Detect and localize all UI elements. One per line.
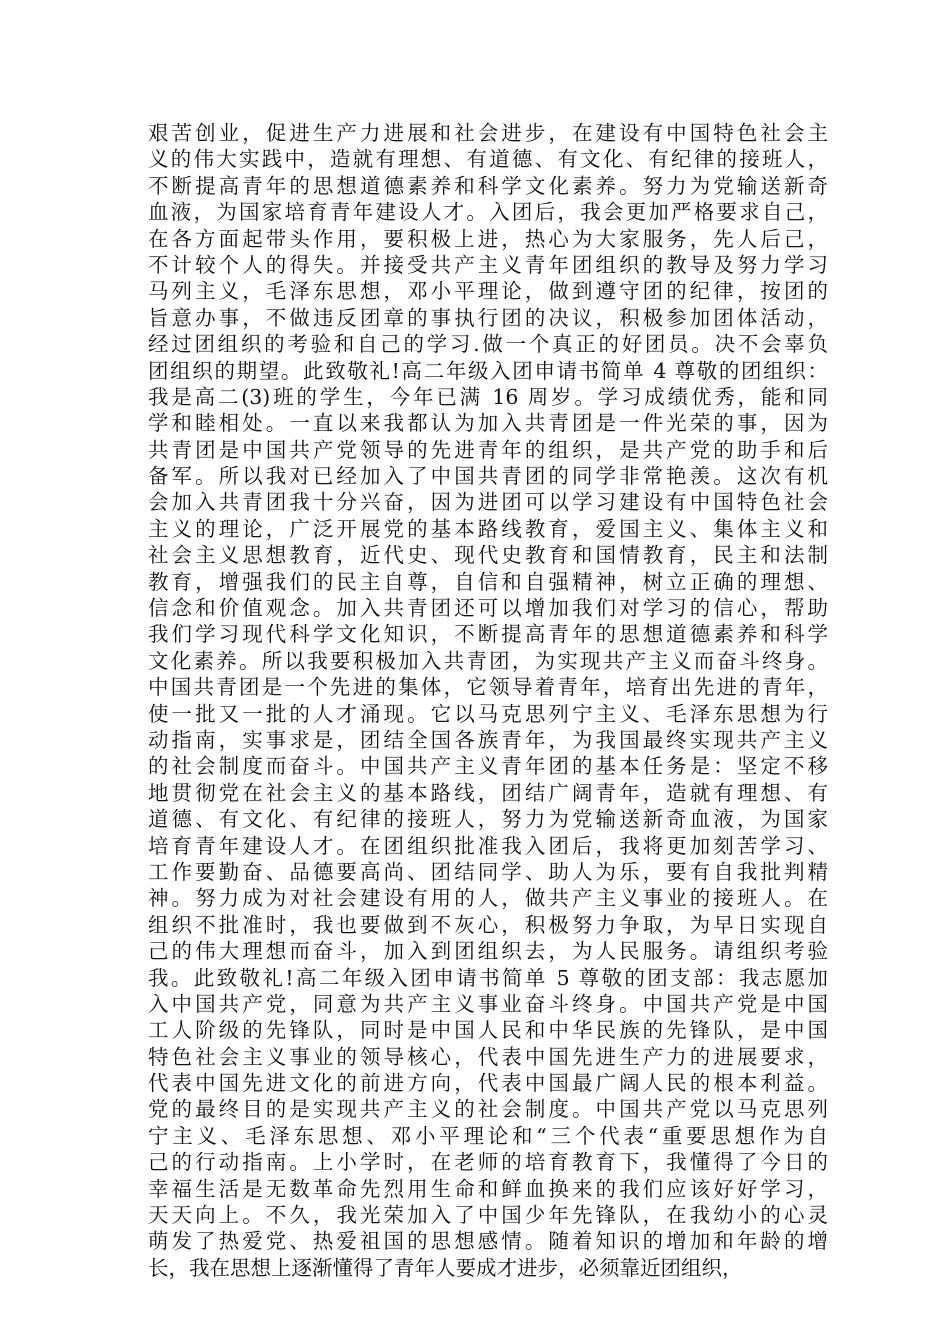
- text-line: 工作要勤奋、品德要高尚、团结同学、助人为乐，要有自我批判精: [148, 859, 828, 884]
- text-line: 幸福生活是无数革命先烈用生命和鲜血换来的我们应该好好学习，: [148, 1176, 828, 1201]
- text-line: 主义的理论，广泛开展党的基本路线教育，爱国主义、集体主义和: [148, 516, 828, 541]
- text-line: 宁主义、毛泽东思想、邓小平理论和“三个代表“重要思想作为自: [148, 1123, 828, 1148]
- text-line: 神。努力成为对社会建设有用的人，做共产主义事业的接班人。在: [148, 886, 828, 911]
- text-line: 代表中国先进文化的前进方向，代表中国最广阔人民的根本利益。: [148, 1071, 828, 1096]
- text-line: 不断提高青年的思想道德素养和科学文化素养。努力为党输送新奇: [148, 173, 828, 198]
- text-line: 会加入共青团我十分兴奋，因为进团可以学习建设有中国特色社会: [148, 490, 828, 515]
- text-line: 经过团组织的考验和自己的学习.做一个真正的好团员。决不会辜负: [148, 332, 828, 357]
- text-line: 党的最终目的是实现共产主义的社会制度。中国共产党以马克思列: [148, 1097, 828, 1122]
- text-line: 组织不批准时，我也要做到不灰心，积极努力争取，为早日实现自: [148, 912, 828, 937]
- text-line: 义的伟大实践中，造就有理想、有道德、有文化、有纪律的接班人，: [148, 147, 828, 172]
- text-line: 共青团是中国共产党领导的先进青年的组织，是共产党的助手和后: [148, 437, 828, 462]
- text-line: 萌发了热爱党、热爱祖国的思想感情。随着知识的增加和年龄的增: [148, 1229, 828, 1254]
- text-line: 的社会制度而奋斗。中国共产主义青年团的基本任务是：坚定不移: [148, 754, 828, 779]
- text-line: 社会主义思想教育，近代史、现代史教育和国情教育，民主和法制: [148, 543, 828, 568]
- text-line: 使一批又一批的人才涌现。它以马克思列宁主义、毛泽东思想为行: [148, 701, 828, 726]
- text-line: 信念和价值观念。加入共青团还可以增加我们对学习的信心，帮助: [148, 596, 828, 621]
- text-line: 我。此致敬礼!高二年级入团申请书简单 5 尊敬的团支部：我志愿加: [148, 965, 828, 990]
- text-line: 马列主义，毛泽东思想，邓小平理论，做到遵守团的纪律，按团的: [148, 279, 828, 304]
- text-line: 己的行动指南。上小学时，在老师的培育教育下，我懂得了今日的: [148, 1150, 828, 1175]
- text-line: 旨意办事，不做违反团章的事执行团的决议，积极参加团体活动，: [148, 305, 828, 330]
- text-line: 不计较个人的得失。并接受共产主义青年团组织的教导及努力学习: [148, 252, 828, 277]
- text-line: 己的伟大理想而奋斗，加入到团组织去，为人民服务。请组织考验: [148, 939, 828, 964]
- text-line: 团组织的期望。此致敬礼!高二年级入团申请书简单 4 尊敬的团组织：: [148, 358, 828, 383]
- text-line: 天天向上。不久，我光荣加入了中国少年先锋队，在我幼小的心灵: [148, 1203, 828, 1228]
- text-line: 学和睦相处。一直以来我都认为加入共青团是一件光荣的事，因为: [148, 411, 828, 436]
- text-line: 入中国共产党，同意为共产主义事业奋斗终身。中国共产党是中国: [148, 991, 828, 1016]
- text-line: 我们学习现代科学文化知识，不断提高青年的思想道德素养和科学: [148, 622, 828, 647]
- text-line: 培育青年建设人才。在团组织批准我入团后，我将更加刻苦学习、: [148, 833, 828, 858]
- text-line: 长，我在思想上逐渐懂得了青年人要成才进步，必须靠近团组织，: [148, 1255, 743, 1280]
- text-line: 备军。所以我对已经加入了中国共青团的同学非常艳羡。这次有机: [148, 464, 828, 489]
- text-line: 文化素养。所以我要积极加入共青团，为实现共产主义而奋斗终身。: [148, 648, 828, 673]
- document-body-text: [148, 120, 828, 1281]
- text-line: 艰苦创业，促进生产力进展和社会进步，在建设有中国特色社会主: [148, 121, 828, 145]
- text-line: 动指南，实事求是，团结全国各族青年，为我国最终实现共产主义: [148, 727, 828, 752]
- text-line: 血液，为国家培育青年建设人才。入团后，我会更加严格要求自己，: [148, 200, 828, 225]
- text-line: 我是高二(3)班的学生，今年已满 16 周岁。学习成绩优秀，能和同: [148, 384, 828, 409]
- text-line: 教育，增强我们的民主自尊，自信和自强精神，树立正确的理想、: [148, 569, 828, 594]
- text-line: 中国共青团是一个先进的集体，它领导着青年，培育出先进的青年，: [148, 675, 828, 700]
- text-line: 特色社会主义事业的领导核心，代表中国先进生产力的进展要求，: [148, 1044, 828, 1069]
- text-line: 工人阶级的先锋队，同时是中国人民和中华民族的先锋队，是中国: [148, 1018, 828, 1043]
- text-line: 道德、有文化、有纪律的接班人，努力为党输送新奇血液，为国家: [148, 807, 828, 832]
- text-line: 在各方面起带头作用，要积极上进，热心为大家服务，先人后己，: [148, 226, 828, 251]
- text-line: 地贯彻党在社会主义的基本路线，团结广阔青年，造就有理想、有: [148, 780, 828, 805]
